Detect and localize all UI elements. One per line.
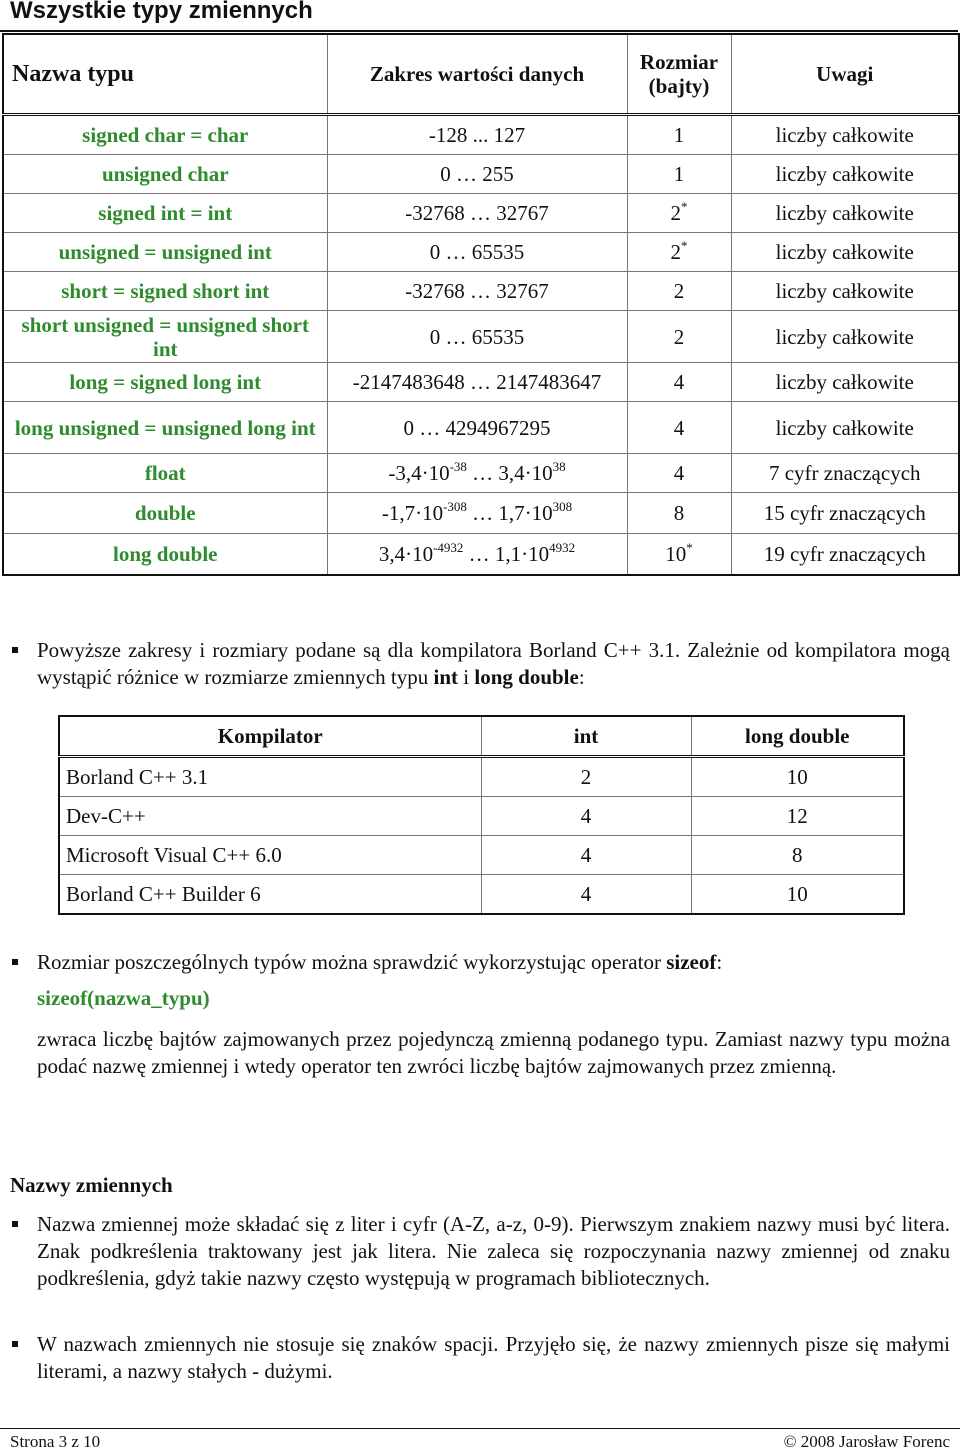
naming-rules: Nazwa zmiennej może składać się z liter i cyfr (A-Z, a-z, 0-9). Pierwszym znakiem nazwy musi być litera. Znak podkreślenia traktowany jest jak litera. Nie zaleca się rozpoczynania nazwy zmiennej od znaku podkreślenia, gdyż takie nazwy często występują w programach bibliotecznych. [37,1212,950,1290]
type-size: 1 [627,115,731,155]
type-range: -128 ... 127 [327,115,627,155]
table-row [3,233,959,272]
compiler-name: Dev-C++ [59,797,481,836]
table-row [59,797,904,836]
type-range: 0 … 255 [327,155,627,194]
type-note: liczby całkowite [731,311,959,363]
type-name: long double [3,534,327,576]
type-note: liczby całkowite [731,363,959,402]
type-name: short = signed short int [3,272,327,311]
compiler-table-header [59,716,904,757]
bullet-marker [10,1340,20,1350]
bullet-marker [10,646,20,656]
type-size: 2 [627,311,731,363]
type-note: liczby całkowite [731,194,959,233]
table-row [59,875,904,915]
table-row [3,402,959,454]
type-size: 2 [627,272,731,311]
type-size: 4 [627,402,731,454]
header-range: Zakres wartości danych [327,34,627,115]
type-note: liczby całkowite [731,115,959,155]
long-double-size: 8 [691,836,904,875]
types-table-header [3,34,959,115]
table-row [3,194,959,233]
type-name: double [3,493,327,534]
type-note: liczby całkowite [731,272,959,311]
type-name: unsigned char [3,155,327,194]
page-heading [0,0,958,32]
type-range: -32768 … 32767 [327,272,627,311]
compiler-name: Borland C++ 3.1 [59,757,481,797]
int-size: 4 [481,875,691,915]
table-row [3,155,959,194]
types-table [2,33,960,576]
header-int: int [481,716,691,757]
sizeof-description: zwraca liczbę bajtów zajmowanych przez pojedynczą zmienną podanego typu. Zamiast nazwy typu można podać nazwę zmiennej i wtedy operator ten zwróci liczbę bajtów zajmowanych przez zmienną. [37,1027,950,1078]
type-range: 0 … 65535 [327,233,627,272]
sizeof-syntax: sizeof(nazwa_typu) [37,986,210,1010]
copyright: © 2008 Jarosław Forenc [783,1432,950,1451]
header-compiler: Kompilator [59,716,481,757]
long-double-size: 10 [691,757,904,797]
compiler-name: Borland C++ Builder 6 [59,875,481,915]
table-row [3,493,959,534]
type-note: liczby całkowite [731,402,959,454]
long-double-size: 12 [691,797,904,836]
type-size: 2* [627,233,731,272]
type-size: 4 [627,363,731,402]
page-number: Strona 3 z 10 [10,1432,101,1451]
header-size: Rozmiar (bajty) [627,34,731,115]
type-range: -32768 … 32767 [327,194,627,233]
page-title: Wszystkie typy zmiennych [10,0,313,24]
type-name: short unsigned = unsigned short int [3,311,327,363]
type-range: -2147483648 … 2147483647 [327,363,627,402]
footer-divider [0,1428,960,1429]
section-title: Nazwy zmiennych [10,1173,173,1197]
type-note: liczby całkowite [731,155,959,194]
bullet-marker [10,1220,20,1230]
int-size: 2 [481,757,691,797]
type-note: 7 cyfr znaczących [731,454,959,493]
table-row [59,836,904,875]
type-range: $-3,4\cdot 10^{-38}$ … $3,4\cdot 10^{38}$ [327,454,627,493]
table-row [3,115,959,155]
type-size: 1 [627,155,731,194]
type-size: 2* [627,194,731,233]
type-name: float [3,454,327,493]
type-name: unsigned = unsigned int [3,233,327,272]
note-compiler-ranges: Powyższe zakresy i rozmiary podane są dla kompilatora Borland C++ 3.1. Zależnie od kompilatora mogą wystąpić różnice w rozmiarze zmiennych typu int i long double: [37,638,950,689]
type-range: 0 … 65535 [327,311,627,363]
type-name: long = signed long int [3,363,327,402]
compiler-name: Microsoft Visual C++ 6.0 [59,836,481,875]
int-size: 4 [481,836,691,875]
type-size: 4 [627,454,731,493]
header-long-double: long double [691,716,904,757]
type-note: 19 cyfr znaczących [731,534,959,576]
table-row [3,272,959,311]
table-row [3,534,959,576]
type-note: liczby całkowite [731,233,959,272]
type-note: 15 cyfr znaczących [731,493,959,534]
long-double-size: 10 [691,875,904,915]
compiler-table [58,715,905,915]
type-name: long unsigned = unsigned long int [3,402,327,454]
naming-conventions: W nazwach zmiennych nie stosuje się znaków spacji. Przyjęło się, że nazwy zmiennych pisze się małymi literami, a nazwy stałych - dużymi. [37,1332,950,1383]
type-name: signed char = char [3,115,327,155]
header-notes: Uwagi [731,34,959,115]
type-name: signed int = int [3,194,327,233]
header-type-name: Nazwa typu [3,34,327,115]
table-row [3,311,959,363]
type-size: 8 [627,493,731,534]
int-size: 4 [481,797,691,836]
type-size: 10* [627,534,731,576]
table-row [3,363,959,402]
table-row [3,454,959,493]
table-row [59,757,904,797]
type-range: $3,4\cdot 10^{-4932}$ … $1,1\cdot 10^{4932}$ [327,534,627,576]
type-range: $-1,7\cdot 10^{-308}$ … $1,7\cdot 10^{308}$ [327,493,627,534]
bullet-marker [10,958,20,968]
note-sizeof: Rozmiar poszczególnych typów można sprawdzić wykorzystując operator sizeof: [37,950,723,974]
type-range: 0 … 4294967295 [327,402,627,454]
